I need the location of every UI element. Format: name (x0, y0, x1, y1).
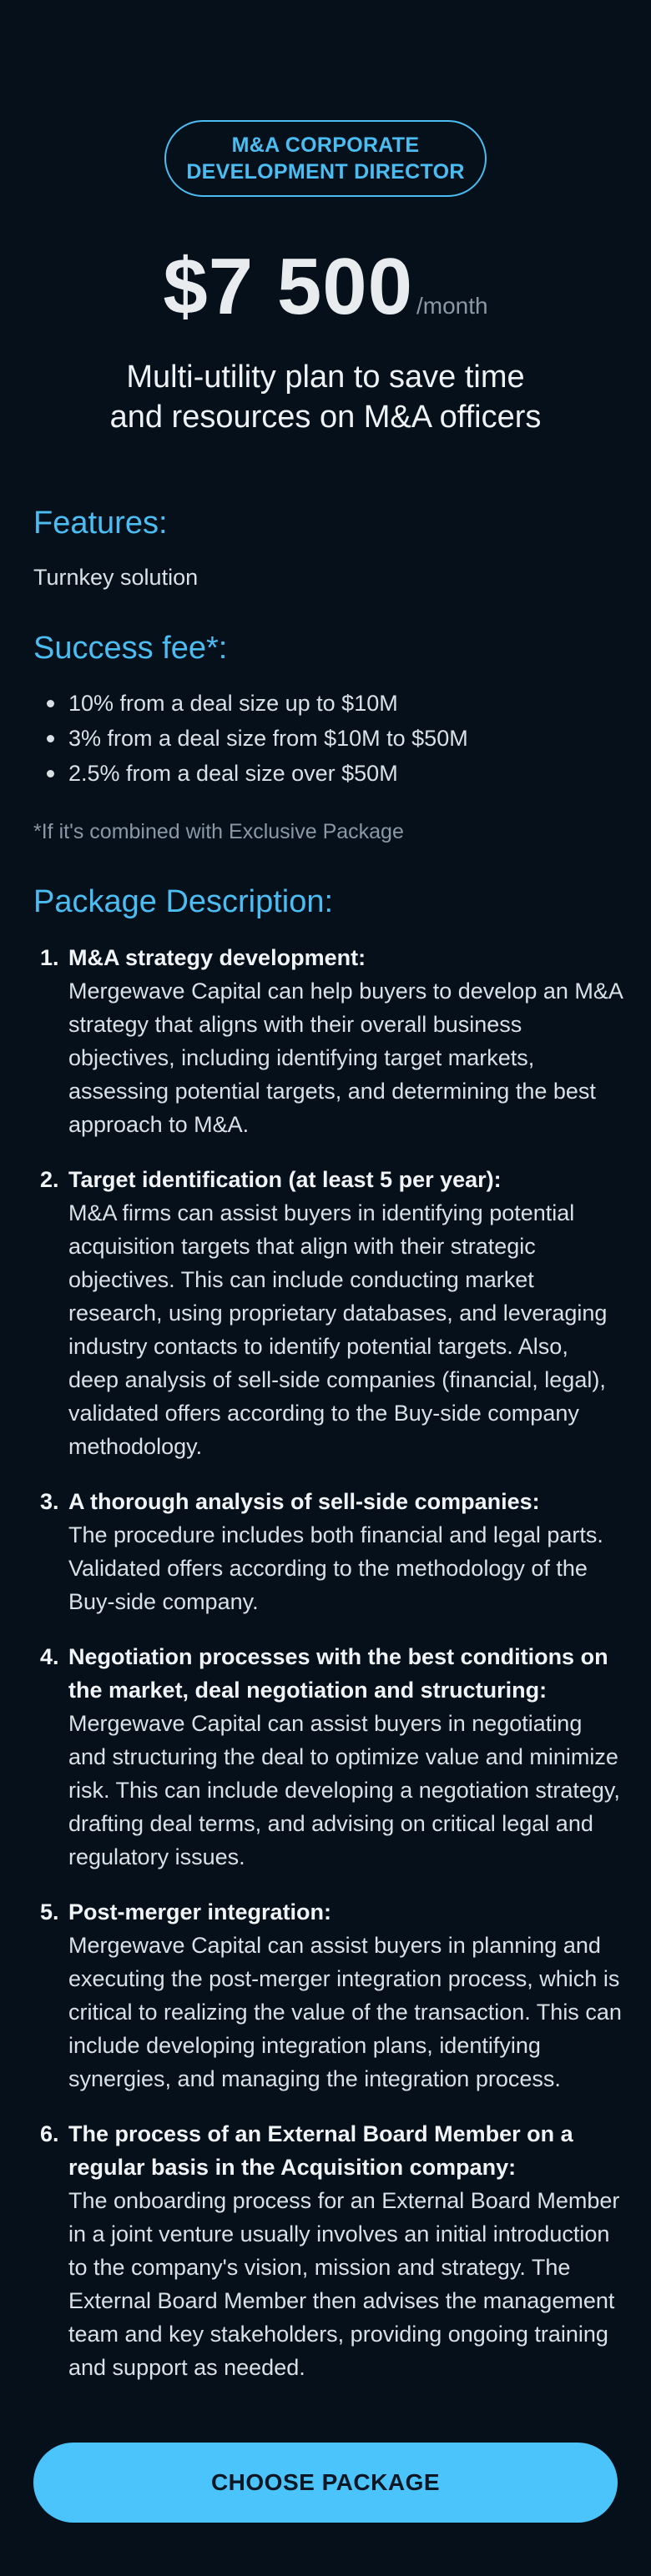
list-item (33, 1485, 623, 1618)
plan-subtitle-line1: Multi-utility plan to save time (126, 360, 525, 395)
success-fee-item: 10% from a deal size up to $10M (68, 691, 398, 716)
item-number: 1. (40, 945, 59, 970)
package-description-list (33, 941, 623, 2406)
item-number: 5. (40, 1899, 59, 1924)
plan-subtitle (0, 357, 651, 437)
plan-price: $7 500 (163, 242, 413, 331)
item-body: M&A firms can assist buyers in identifying potential acquisition targets that align with their strategic objectives. This can include conducting market research, using proprietary databases, and leveraging industry contacts to identify potential targets. Also, deep analysis of sell-side companies (financial, legal), validated offers according to the Buy-side company methodology. (68, 1200, 608, 1459)
item-number: 2. (40, 1167, 59, 1192)
plan-badge-line2: DEVELOPMENT DIRECTOR (186, 160, 465, 184)
bullet-icon (47, 700, 54, 707)
bullet-icon (47, 735, 54, 742)
features-text: Turnkey solution (33, 565, 199, 590)
list-item (33, 1163, 623, 1463)
features-title: Features: (33, 506, 168, 541)
item-body: Mergewave Capital can assist buyers in planning and executing the post-merger integration process, which is critical to realizing the value of the transaction. This can include developing integration plans, identifying synergies, and managing the integration process. (68, 1933, 622, 2091)
item-body: Mergewave Capital can assist buyers in negotiating and structuring the deal to optimize value and minimize risk. This can include developing a negotiation strategy, drafting deal terms, and advising on critical legal and regulatory issues. (68, 1711, 620, 1869)
plan-badge-line1: M&A CORPORATE (231, 133, 420, 157)
success-fee-item: 3% from a deal size from $10M to $50M (68, 726, 468, 751)
item-number: 4. (40, 1644, 59, 1669)
item-number: 3. (40, 1489, 59, 1514)
item-heading: M&A strategy development: (68, 945, 366, 970)
price-row (0, 244, 651, 330)
plan-subtitle-line2: and resources on M&A officers (109, 400, 542, 435)
choose-package-button[interactable]: CHOOSE PACKAGE (33, 2443, 618, 2523)
plan-badge (164, 120, 487, 197)
list-item (33, 1640, 623, 1874)
list-item (33, 686, 468, 721)
list-item (33, 721, 468, 756)
list-item (33, 941, 623, 1141)
item-body: The procedure includes both financial and legal parts. Validated offers according to the methodology of the Buy-side company. (68, 1522, 603, 1614)
success-fee-item: 2.5% from a deal size over $50M (68, 761, 398, 786)
bullet-icon (47, 770, 54, 777)
plan-badge-wrap (0, 120, 651, 197)
list-item (33, 1895, 623, 2096)
item-heading: Target identification (at least 5 per year): (68, 1167, 502, 1192)
item-body: Mergewave Capital can help buyers to develop an M&A strategy that aligns with their overall business objectives, including identifying target markets, assessing potential targets, and determining the best approach to M&A. (68, 979, 623, 1137)
list-item (33, 756, 468, 791)
success-fee-title: Success fee*: (33, 631, 228, 666)
package-description-title: Package Description: (33, 884, 334, 919)
cta-wrap (33, 2443, 618, 2523)
success-fee-list (33, 686, 468, 791)
item-heading: Negotiation processes with the best conditions on the market, deal negotiation and structuring: (68, 1644, 608, 1703)
plan-period: /month (416, 293, 488, 319)
item-heading: The process of an External Board Member on a regular basis in the Acquisition company: (68, 2121, 573, 2180)
item-heading: Post-merger integration: (68, 1899, 332, 1924)
item-number: 6. (40, 2121, 59, 2146)
item-heading: A thorough analysis of sell-side companies: (68, 1489, 540, 1514)
item-body: The onboarding process for an External Board Member in a joint venture usually involves an initial introduction to the company's vision, mission and strategy. The External Board Member then advises the management team and key stakeholders, providing ongoing training and support as needed. (68, 2188, 620, 2380)
success-fee-note: *If it's combined with Exclusive Package (33, 820, 404, 843)
list-item (33, 2117, 623, 2384)
